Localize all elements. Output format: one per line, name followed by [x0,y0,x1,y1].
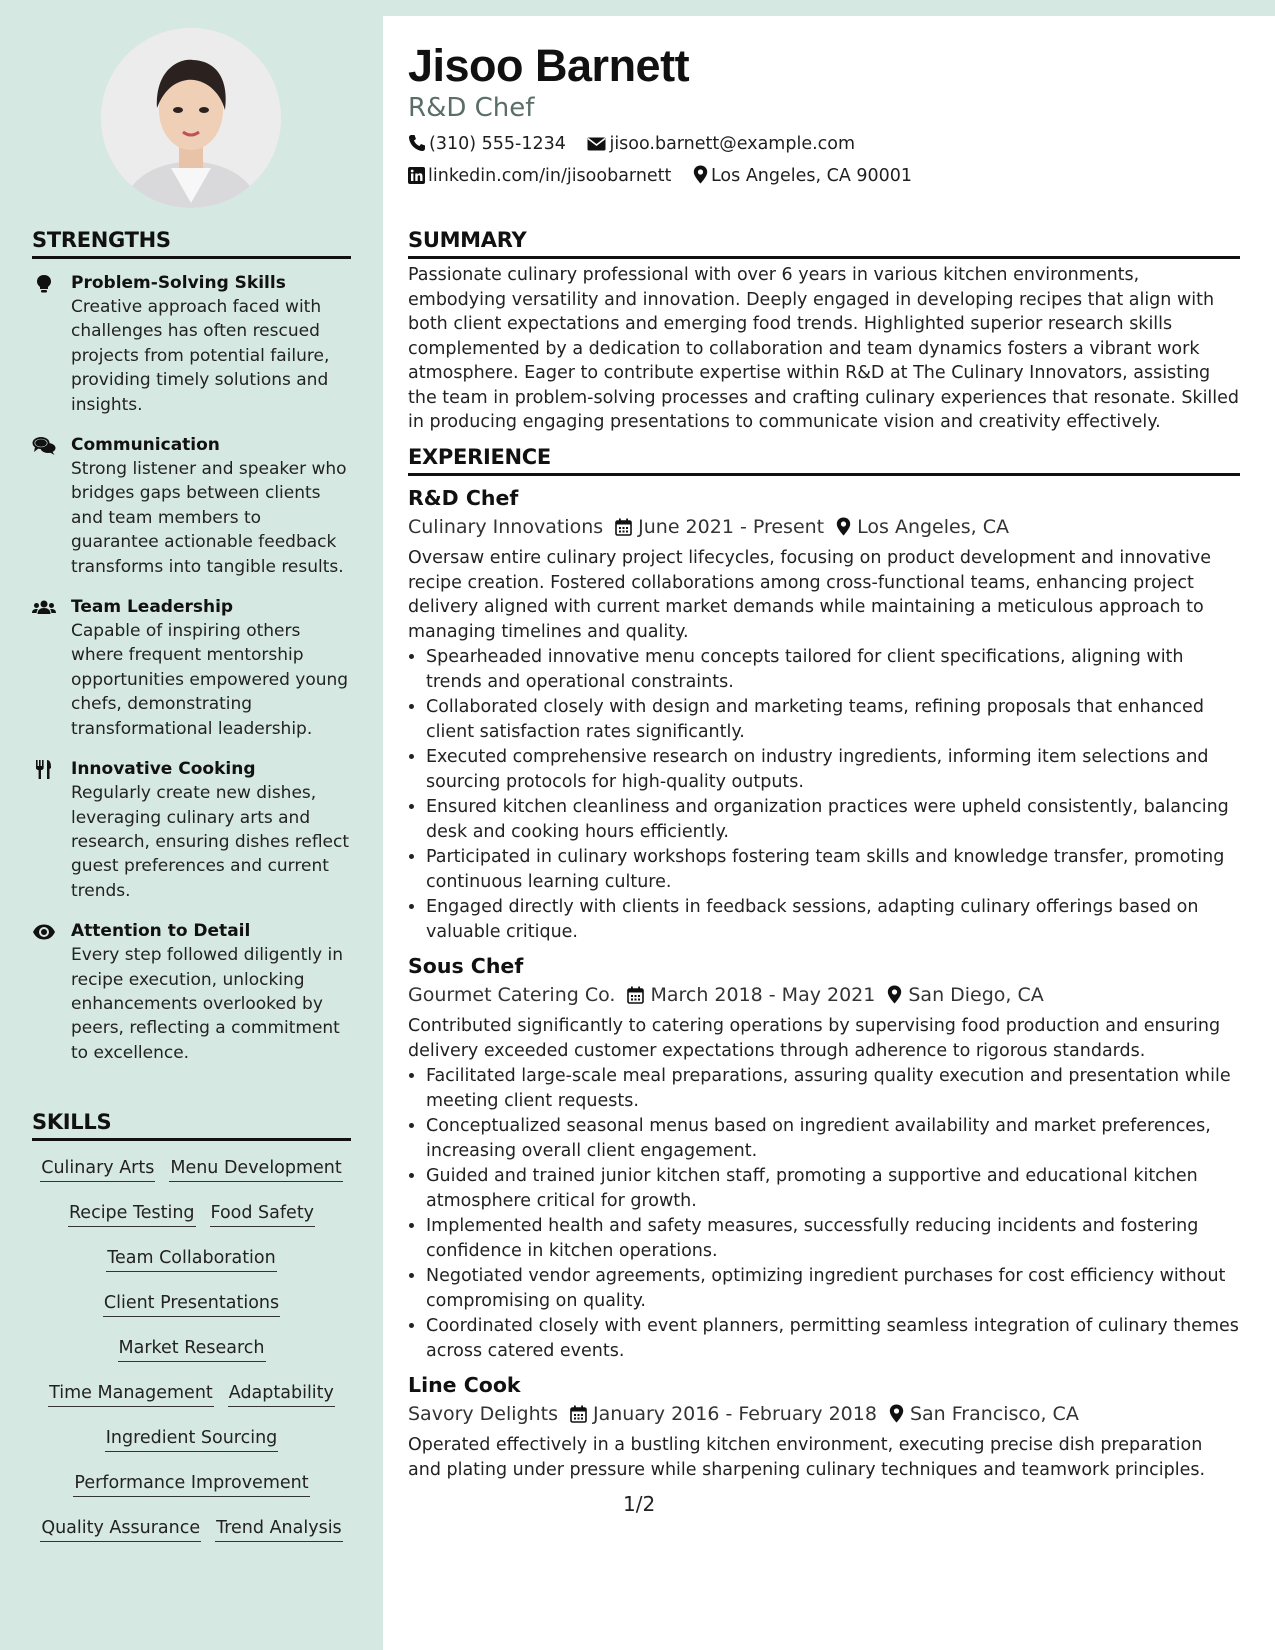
job-meta [408,980,1240,1010]
job-bullet: • Guided and trained junior kitchen staff, promoting a supportive and educational kitchen atmosphere critical for growth. [426,1164,1240,1213]
job-entry [408,484,1240,944]
job-bullets [408,1064,1240,1363]
skill-tag: Performance Improvement [73,1470,309,1497]
job-bullet: • Implemented health and safety measures, successfully reducing incidents and fostering confidence in kitchen operations. [426,1214,1240,1263]
skill-row [32,1200,351,1245]
job-bullet: • Ensured kitchen cleanliness and organization practices were upheld consistently, balancing desk and cooking hours efficiently. [426,795,1240,844]
strength-item [32,271,351,417]
job-bullet: • Coordinated closely with event planners, permitting seamless integration of culinary themes across catered events. [426,1314,1240,1363]
job-company: Culinary Innovations [408,516,604,538]
strength-name: Innovative Cooking [71,759,256,780]
linkedin-text[interactable]: linkedin.com/in/jisoobarnett [428,166,672,186]
job-entry [408,952,1240,1363]
skill-row [32,1245,351,1290]
job-bullet: • Spearheaded innovative menu concepts tailored for client specifications, aligning with trends and operational constraints. [426,645,1240,694]
job-location: Los Angeles, CA [857,516,1009,538]
strengths-section [32,228,351,1081]
job-bullets [408,645,1240,944]
job-location: San Diego, CA [908,984,1044,1006]
summary-text: Passionate culinary professional with over 6 years in various kitchen environments, embodying versatility and innovation. Deeply engaged in developing recipes that align with both client expectations and emerging food trends. Highlighted superior research skills complemented by a dedication to collaboration and team dynamics fosters a vibrant work atmosphere. Eager to contribute expertise within R&D at The Culinary Innovators, assisting the team in problem-solving processes and crafting culinary experiences that resonate. Skilled in producing engaging presentations to communicate vision and creativity effectively. [408,265,1240,432]
location-contact [693,165,912,186]
skill-row [32,1335,351,1380]
job-dates: March 2018 - May 2021 [650,984,876,1006]
email-text[interactable]: jisoo.barnett@example.com [609,134,856,154]
strength-name: Communication [71,435,220,456]
strength-desc: Capable of inspiring others where frequent mentorship opportunities empowered young chefs, demonstrating transformational leadership. [71,621,349,739]
experience-section [408,445,1240,1486]
skill-row [32,1425,351,1470]
contact-row-2 [408,165,928,186]
skill-tag: Quality Assurance [40,1515,201,1542]
strength-desc: Creative approach faced with challenges has often rescued projects from potential failure, providing timely solutions and insights. [71,297,330,415]
location-text: Los Angeles, CA 90001 [710,166,913,186]
strength-desc: Every step followed diligently in recipe execution, unlocking enhancements overlooked by peers, reflecting a commitment to excellence. [71,945,344,1063]
phone-icon [408,134,426,152]
skills-title: SKILLS [32,1110,351,1141]
job-entry [408,1371,1240,1482]
candidate-role: R&D Chef [408,93,535,123]
job-meta [408,1399,1240,1429]
job-bullet: • Conceptualized seasonal menus based on ingredient availability and market preferences, increasing overall client engagement. [426,1114,1240,1163]
skill-row [32,1290,351,1335]
job-dates: June 2021 - Present [638,516,825,538]
strength-item [32,757,351,903]
map-pin-icon [887,985,902,1004]
users-icon [32,598,56,618]
linkedin-icon [408,167,425,184]
skill-tag: Adaptability [228,1380,335,1407]
calendar-icon [570,1405,587,1423]
job-meta [408,512,1240,542]
phone-contact [408,134,566,154]
strength-name: Attention to Detail [71,921,251,942]
strength-item [32,595,351,741]
skill-row [32,1155,351,1200]
job-description: Oversaw entire culinary project lifecycles, focusing on product development and innovative recipe creation. Fostered collaborations among cross-functional teams, enhancing project delivery aligned with current market demands while maintaining a meticulous approach to managing timelines and quality. [408,548,1212,642]
job-description: Contributed significantly to catering operations by supervising food production and ensuring delivery exceeded customer expectations through adherence to rigorous standards. [408,1016,1221,1061]
job-dates: January 2016 - February 2018 [593,1403,877,1425]
utensils-icon [32,760,56,780]
envelope-icon [587,136,606,152]
job-bullet: • Engaged directly with clients in feedback sessions, adapting culinary offerings based on valuable critique. [426,895,1240,944]
strength-desc: Regularly create new dishes, leveraging culinary arts and research, ensuring dishes reflect guest preferences and current trends. [71,783,350,901]
job-bullet: • Collaborated closely with design and marketing teams, refining proposals that enhanced client satisfaction rates significantly. [426,695,1240,744]
skill-tag: Culinary Arts [40,1155,155,1182]
summary-title: SUMMARY [408,228,1240,259]
summary-section [408,228,1240,435]
chat-bubbles-icon [32,436,56,456]
strength-desc: Strong listener and speaker who bridges gaps between clients and team members to guarantee actionable feedback transforms into tangible results. [71,459,347,577]
job-description: Operated effectively in a bustling kitchen environment, executing precise dish preparation and plating under pressure while sharpening culinary techniques and teamwork principles. [408,1435,1206,1480]
skill-tag: Ingredient Sourcing [105,1425,279,1452]
job-location: San Francisco, CA [909,1403,1079,1425]
skill-tag: Menu Development [169,1155,342,1182]
contact-row-1 [408,134,871,154]
map-pin-icon [693,165,708,184]
eye-icon [32,922,56,942]
skill-tag: Food Safety [210,1200,316,1227]
skill-row [32,1380,351,1425]
skill-row [32,1470,351,1515]
skill-tag: Team Collaboration [106,1245,276,1272]
job-list [408,484,1240,1482]
map-pin-icon [889,1404,904,1423]
email-contact[interactable] [587,134,855,154]
experience-title: EXPERIENCE [408,445,1240,476]
job-title: Line Cook [408,1373,521,1397]
strength-item [32,433,351,579]
skill-tag: Time Management [48,1380,214,1407]
job-company: Savory Delights [408,1403,558,1425]
job-bullet: • Executed comprehensive research on industry ingredients, informing item selections and sourcing protocols for high-quality outputs. [426,745,1240,794]
strength-name: Team Leadership [71,597,234,618]
job-bullet: • Negotiated vendor agreements, optimizing ingredient purchases for cost efficiency without compromising on quality. [426,1264,1240,1313]
strengths-title: STRENGTHS [32,228,351,259]
calendar-icon [627,986,644,1004]
job-title: Sous Chef [408,954,524,978]
profile-photo [101,28,281,208]
skill-tag: Trend Analysis [215,1515,343,1542]
lightbulb-icon [32,274,56,294]
skills-list [32,1155,351,1560]
skills-section [32,1110,351,1560]
job-title: R&D Chef [408,486,519,510]
candidate-name: Jisoo Barnett [408,40,690,91]
main-content [383,16,1275,1650]
strength-item [32,919,351,1065]
skill-tag: Client Presentations [103,1290,280,1317]
job-bullet: • Participated in culinary workshops fostering team skills and knowledge transfer, promoting continuous learning culture. [426,845,1240,894]
calendar-icon [615,518,632,536]
page-indicator: 1/2 [623,1492,656,1516]
skill-tag: Market Research [118,1335,266,1362]
strength-name: Problem-Solving Skills [71,273,286,293]
map-pin-icon [836,517,851,536]
phone-text: (310) 555-1234 [429,134,566,154]
sidebar [0,0,383,1650]
skill-tag: Recipe Testing [68,1200,196,1227]
linkedin-contact[interactable] [408,166,671,186]
skill-row [32,1515,351,1560]
job-company: Gourmet Catering Co. [408,984,616,1006]
job-bullet: • Facilitated large-scale meal preparations, assuring quality execution and presentation while meeting client requests. [426,1064,1240,1113]
